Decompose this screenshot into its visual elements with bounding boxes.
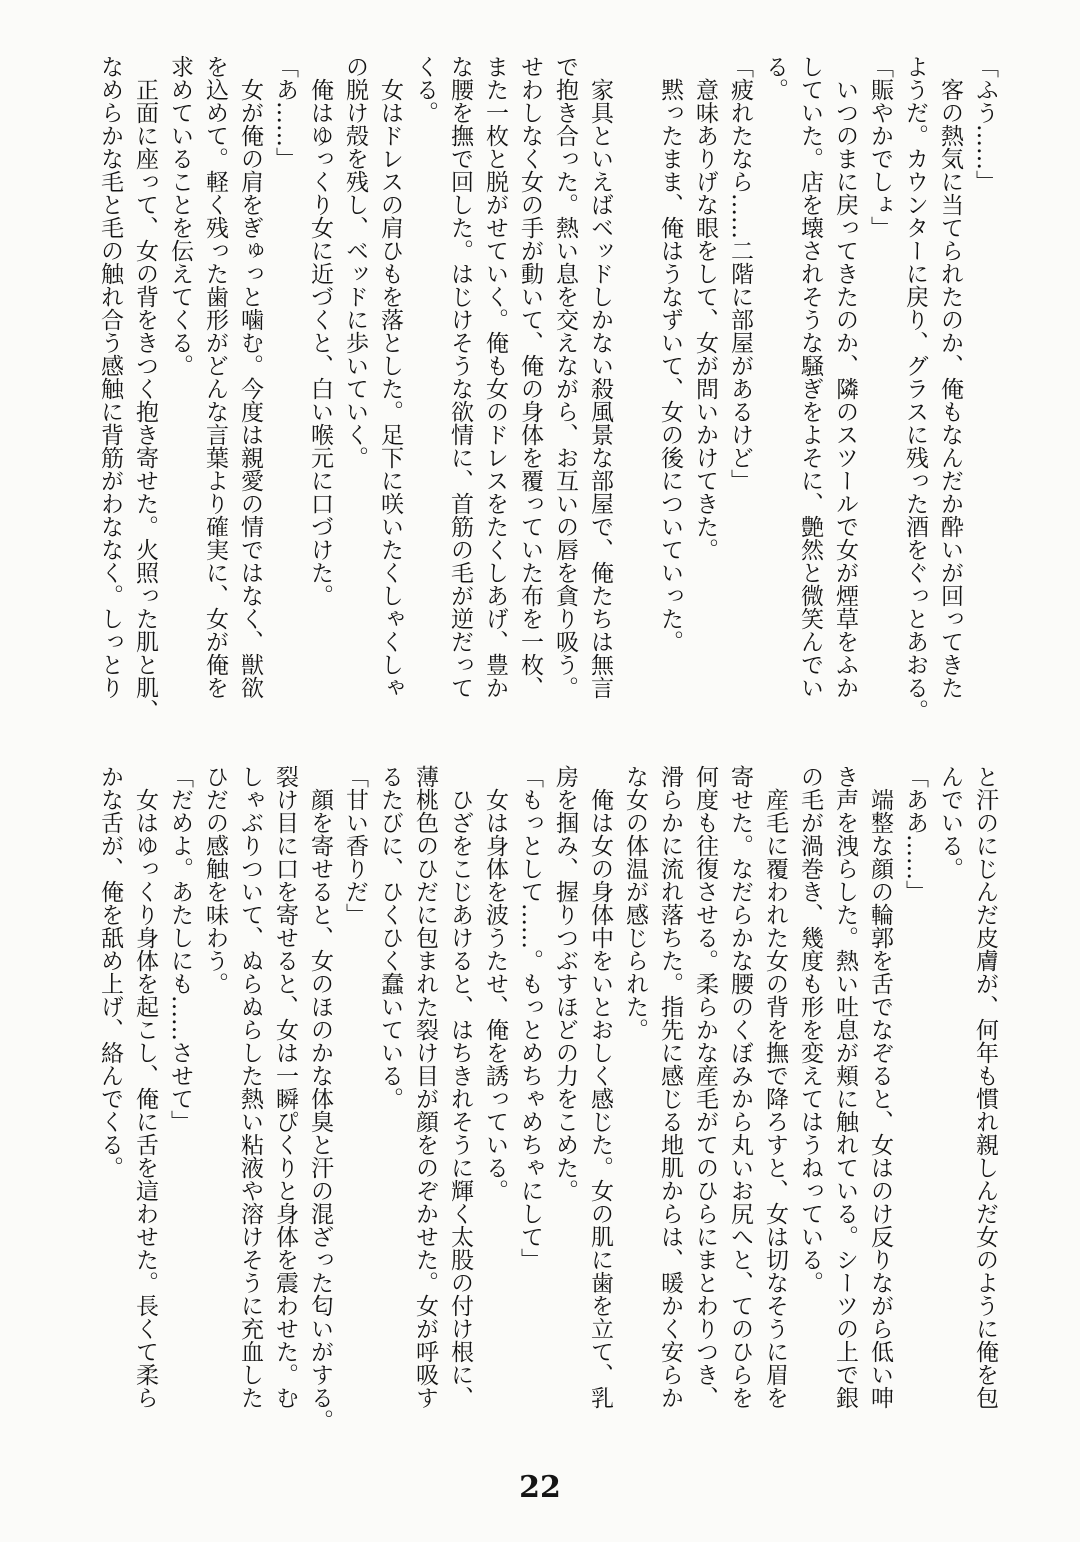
text-line: ひざをこじあけると、はちきれそうに輝く太股の付け根に、: [447, 765, 473, 1409]
text-line: 俺はゆっくり女に近づくと、白い喉元に口づけた。: [307, 55, 333, 607]
text-line: 産毛に覆われた女の背を撫で降ろすと、女は切なそうに眉を: [762, 765, 788, 1409]
text-line: せわしなく女の手が動いて、俺の身体を覆っていた布を一枚、: [517, 55, 543, 699]
text-line: 「ふう……」: [972, 55, 998, 193]
text-line: 「あ……」: [272, 55, 298, 170]
text-line: [617, 55, 652, 745]
text-line: 顔を寄せると、女のほのかな体臭と汗の混ざった匂いがする。: [307, 765, 333, 1432]
page-number: 22: [519, 1470, 561, 1505]
text-line: しゃぶりついて、ぬらぬらした熱い粘液や溶けそうに充血した: [237, 765, 263, 1409]
text-line: 滑らかに流れ落ちた。指先に感じる地肌からは、暖かく安らか: [657, 765, 683, 1409]
text-line: る。: [762, 55, 788, 101]
text-line: の脱け殻を残し、ベッドに歩いていく。: [342, 55, 368, 469]
text-line: なめらかな毛と毛の触れ合う感触に背筋がわななく。しっとり: [97, 55, 123, 699]
text-line: 裂け目に口を寄せると、女は一瞬ぴくりと身体を震わせた。む: [272, 765, 298, 1409]
text-line: 「甘い香りだ」: [342, 765, 368, 926]
text-line: な女の体温が感じられた。: [622, 765, 648, 1041]
lower-text-section: [82, 765, 1002, 1455]
text-line: 正面に座って、女の背をきつく抱き寄せた。火照った肌と肌、: [132, 55, 158, 722]
text-line: 「賑やかでしょ」: [867, 55, 893, 239]
text-line: の毛が渦巻き、幾度も形を変えてはうねっている。: [797, 765, 823, 1294]
upper-text-section: [82, 55, 1002, 745]
text-line: な腰を撫で回した。はじけそうな欲情に、首筋の毛が逆だって: [447, 55, 473, 699]
text-line: き声を洩らした。熱い吐息が頬に触れている。シーツの上で銀: [832, 765, 858, 1409]
text-line: 「だめよ。あたしにも……させて」: [167, 765, 193, 1133]
text-line: 客の熱気に当てられたのか、俺もなんだか酔いが回ってきた: [937, 55, 963, 699]
text-line: 俺は女の身体中をいとおしく感じた。女の肌に歯を立て、乳: [587, 765, 613, 1409]
text-line: 「もっとして……。もっとめちゃめちゃにして」: [517, 765, 543, 1271]
text-line: 女はドレスの肩ひもを落とした。足下に咲いたくしゃくしゃ: [377, 55, 403, 699]
text-line: いつのまに戻ってきたのか、隣のスツールで女が煙草をふか: [832, 55, 858, 699]
text-line: 薄桃色のひだに包まれた裂け目が顔をのぞかせた。女が呼吸す: [412, 765, 438, 1409]
text-line: 「ああ……」: [902, 765, 928, 903]
text-line: 房を掴み、握りつぶすほどの力をこめた。: [552, 765, 578, 1202]
text-line: 女はゆっくり身体を起こし、俺に舌を這わせた。長くて柔ら: [132, 765, 158, 1409]
text-line: していた。店を壊されそうな騒ぎをよそに、艶然と微笑んでい: [797, 55, 823, 699]
text-line: 寄せた。なだらかな腰のくぼみから丸いお尻へと、てのひらを: [727, 765, 753, 1409]
text-line: で抱き合った。熱い息を交えながら、お互いの唇を貪り吸う。: [552, 55, 578, 699]
text-line: 求めていることを伝えてくる。: [167, 55, 193, 377]
text-line: 端整な顔の輪郭を舌でなぞると、女はのけ反りながら低い呻: [867, 765, 893, 1409]
text-line: かな舌が、俺を舐め上げ、絡んでくる。: [97, 765, 123, 1179]
text-line: と汗のにじんだ皮膚が、何年も慣れ親しんだ女のように俺を包: [972, 765, 998, 1409]
text-line: 女は身体を波うたせ、俺を誘っている。: [482, 765, 508, 1202]
text-line: るたびに、ひくひく蠢いている。: [377, 765, 403, 1110]
text-line: ひだの感触を味わう。: [202, 765, 228, 995]
text-line: を込めて。軽く残った歯形がどんな言葉より確実に、女が俺を: [202, 55, 228, 699]
text-line: 「疲れたなら……二階に部屋があるけど」: [727, 55, 753, 492]
text-line: ようだ。カウンターに戻り、グラスに残った酒をぐっとあおる。: [902, 55, 928, 722]
text-line: 女が俺の肩をぎゅっと噛む。今度は親愛の情ではなく、獣欲: [237, 55, 263, 699]
text-line: 何度も往復させる。柔らかな産毛がてのひらにまとわりつき、: [692, 765, 718, 1409]
text-line: また一枚と脱がせていく。俺も女のドレスをたくしあげ、豊か: [482, 55, 508, 699]
text-line: 黙ったまま、俺はうなずいて、女の後についていった。: [657, 55, 683, 653]
text-line: んでいる。: [937, 765, 963, 880]
text-line: 家具といえばベッドしかない殺風景な部屋で、俺たちは無言: [587, 55, 613, 699]
text-line: くる。: [412, 55, 438, 124]
text-line: 意味ありげな眼をして、女が問いかけてきた。: [692, 55, 718, 561]
